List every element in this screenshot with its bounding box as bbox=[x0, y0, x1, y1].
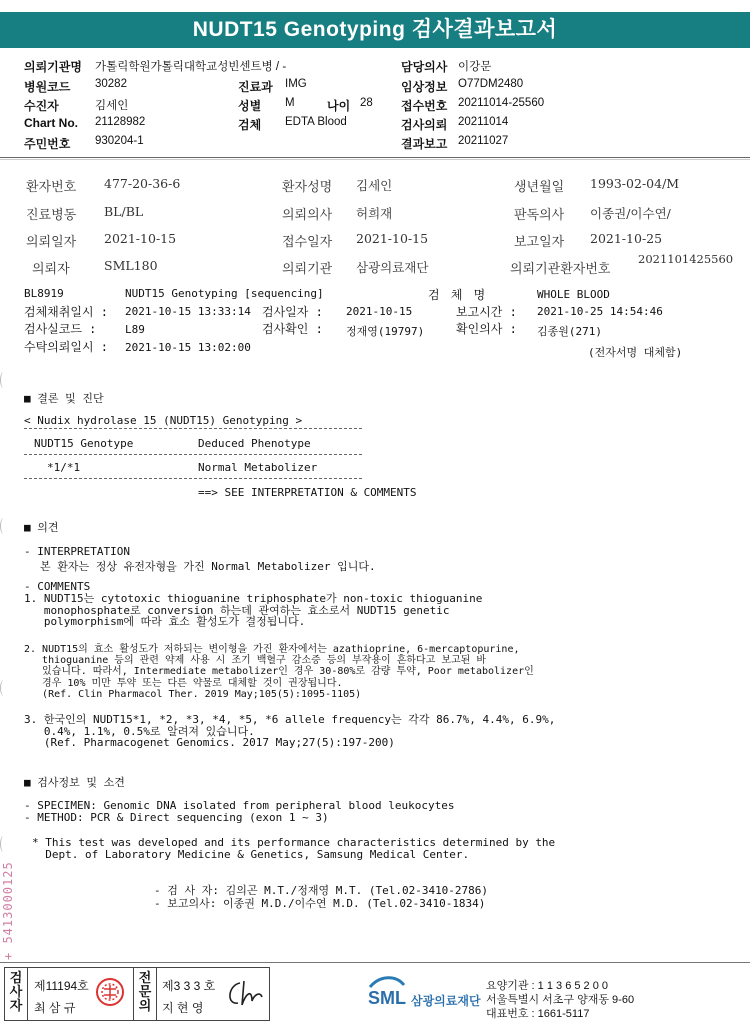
chart-label: Chart No. bbox=[24, 116, 78, 130]
method-line: - METHOD: PCR & Direct sequencing (exon 1 ~ 3) bbox=[24, 810, 329, 824]
info-value: SML180 bbox=[104, 258, 158, 273]
divider bbox=[133, 968, 134, 1020]
hospital-code-value: 30282 bbox=[95, 78, 127, 90]
room-value: L89 bbox=[125, 323, 145, 336]
doctor-value: 이강문 bbox=[458, 61, 492, 73]
conclusion-heading: ■ 결론 및 진단 bbox=[24, 392, 104, 405]
note-line: Dept. of Laboratory Medicine & Genetics, Samsung Medical Center. bbox=[32, 848, 470, 861]
info-value: 김세인 bbox=[356, 178, 393, 193]
receiver-label: 수진자 bbox=[24, 99, 59, 113]
comment-3 bbox=[24, 714, 555, 749]
esign-note: (전자서명 대체함) bbox=[588, 346, 683, 359]
org-code: 요양기관 : 1 1 3 6 5 2 0 0 bbox=[486, 980, 609, 992]
genotype-value: *1/*1 bbox=[47, 461, 81, 474]
clinical-label: 임상정보 bbox=[401, 80, 448, 94]
margin-mark bbox=[0, 836, 7, 852]
side-number: + 5413000125 bbox=[1, 861, 15, 960]
margin-mark bbox=[0, 372, 7, 388]
info-label: 환자번호 bbox=[26, 180, 77, 195]
info-label: 의뢰기관 bbox=[282, 262, 333, 277]
test-name: NUDT15 Genotyping [sequencing] bbox=[125, 287, 324, 300]
report-time-value: 2021-10-25 14:54:46 bbox=[537, 305, 663, 318]
hospital-value: 가톨릭학원가톨릭대학교성빈센트병 / - bbox=[95, 61, 287, 73]
info-value: 2021-10-25 bbox=[590, 231, 663, 246]
check-doctor-value: 김종원(271) bbox=[537, 325, 602, 338]
org-tel: 대표번호 : 1661-5117 bbox=[486, 1008, 590, 1020]
accession-label: 접수번호 bbox=[401, 99, 448, 113]
info-value: 2021-10-15 bbox=[104, 231, 177, 246]
comment-line: polymorphism에 따라 효소 활성도가 결정됩니다. bbox=[24, 615, 306, 628]
rrn-label: 주민번호 bbox=[24, 137, 71, 151]
test-code: BL8919 bbox=[24, 287, 64, 300]
signer1-number: 제11194호 bbox=[34, 979, 89, 993]
signer2-name: 지 현 영 bbox=[162, 1001, 204, 1015]
signer2-label: 전문의 bbox=[138, 970, 152, 1013]
chart-value: 21128982 bbox=[95, 116, 146, 128]
hospital-code-label: 병원코드 bbox=[24, 80, 71, 94]
opinion-heading: ■ 의견 bbox=[24, 521, 59, 534]
comment-line: 경우 10% 미만 투약 또는 다른 약물로 대체할 것이 권장됩니다. bbox=[24, 677, 343, 689]
comment-2 bbox=[24, 644, 534, 700]
info-value: 2021-10-15 bbox=[356, 231, 429, 246]
info-value: BL/BL bbox=[104, 204, 144, 219]
info-value: 삼광의료재단 bbox=[356, 260, 429, 275]
report-time-label: 보고시간 : bbox=[456, 305, 517, 319]
table-rule bbox=[24, 428, 362, 429]
see-note: ==> SEE INTERPRETATION & COMMENTS bbox=[198, 486, 417, 499]
dept-value: IMG bbox=[285, 78, 307, 90]
comment-line: 있습니다. 따라서, Intermediate metabolizer인 경우 30-80%로 감량 투약, Poor metabolizer인 bbox=[24, 666, 534, 678]
info-label: 의뢰기관환자번호 bbox=[510, 262, 611, 277]
request-label: 검사의뢰 bbox=[401, 118, 448, 132]
sex-value: M bbox=[285, 97, 295, 109]
request-value: 20211014 bbox=[458, 116, 509, 128]
collect-label: 검체채취일시 : bbox=[24, 305, 109, 319]
divider bbox=[0, 157, 750, 158]
org-name: 삼광의료재단 bbox=[411, 994, 481, 1008]
footer bbox=[0, 962, 750, 1033]
exam-date-value: 2021-10-15 bbox=[346, 305, 413, 318]
comment-line: (Ref. Pharmacogenet Genomics. 2017 May;27(5):197-200) bbox=[24, 736, 395, 749]
result-value: 20211027 bbox=[458, 135, 509, 147]
recv-value: 2021-10-15 13:02:00 bbox=[125, 341, 251, 354]
specimen-label: 검체 bbox=[238, 118, 262, 132]
conclusion-subtitle: < Nudix hydrolase 15 (NUDT15) Genotyping > bbox=[24, 414, 303, 427]
info-value: 1993-02-04/M bbox=[590, 176, 680, 191]
comment-line: monophosphate로 conversion 하는데 관여하는 효소로서 NUDT15 genetic bbox=[24, 603, 450, 617]
confirm-label: 검사확인 : bbox=[262, 322, 323, 336]
info-label: 진료병동 bbox=[26, 208, 77, 223]
info-label: 의뢰자 bbox=[32, 262, 70, 277]
collect-value: 2021-10-15 13:33:14 bbox=[125, 305, 251, 318]
sex-label: 성별 bbox=[238, 99, 262, 113]
comment-line: (Ref. Clin Pharmacol Ther. 2019 May;105(5):1095-1105) bbox=[24, 688, 362, 700]
info-label: 판독의사 bbox=[514, 208, 565, 223]
check-doctor-label: 확인의사 : bbox=[456, 322, 517, 336]
hospital-label: 의뢰기관명 bbox=[24, 60, 82, 74]
comments-title: - COMMENTS bbox=[24, 580, 91, 593]
divider bbox=[27, 968, 28, 1020]
comment-line: 2. NUDT15의 효소 활성도가 저하되는 변이형을 가진 환자에서는 azathioprine, 6-mercaptopurine, bbox=[24, 644, 520, 655]
age-value: 28 bbox=[360, 97, 373, 109]
info-label: 보고일자 bbox=[514, 235, 565, 250]
margin-mark bbox=[0, 680, 7, 696]
info-value: 허희재 bbox=[356, 206, 393, 221]
margin-mark bbox=[0, 518, 7, 534]
clinical-value: O77DM2480 bbox=[458, 78, 524, 90]
divider bbox=[156, 968, 157, 1020]
specimen-name-label: 검 체 명 bbox=[428, 288, 488, 302]
result-label: 결과보고 bbox=[401, 137, 448, 151]
room-label: 검사실코드 : bbox=[24, 322, 97, 336]
table-rule bbox=[24, 454, 362, 455]
org-address: 서울특별시 서초구 양재동 9-60 bbox=[486, 994, 635, 1006]
table-rule bbox=[24, 478, 362, 479]
report-title: NUDT15 Genotyping 검사결과보고서 bbox=[0, 12, 750, 48]
handwritten-signature bbox=[222, 975, 266, 1011]
seal-stamp bbox=[95, 977, 125, 1007]
staff-line: - 검 사 자: 김의곤 M.T./정재영 M.T. (Tel.02-3410-2786) bbox=[154, 884, 489, 897]
info-label: 환자성명 bbox=[282, 180, 333, 195]
examinfo-heading: ■ 검사정보 및 소견 bbox=[24, 776, 125, 789]
comment-line: thioguanine 등의 관련 약제 사용 시 조기 백혈구 감소증 등의 부작용이 흔하다고 보고된 바 bbox=[24, 655, 487, 667]
divider bbox=[0, 159, 750, 160]
age-label: 나이 bbox=[327, 99, 351, 113]
method-line: - SPECIMEN: Genomic DNA isolated from peripheral blood leukocytes bbox=[24, 799, 455, 812]
info-label: 접수일자 bbox=[282, 235, 333, 250]
comment-line: 0.4%, 1.1%, 0.5%로 알려져 있습니다. bbox=[24, 724, 255, 738]
phenotype-value: Normal Metabolizer bbox=[198, 461, 318, 474]
rrn-value: 930204-1 bbox=[95, 135, 144, 147]
info-label: 생년월일 bbox=[514, 180, 565, 195]
info-value: 2021101425560 bbox=[638, 252, 734, 266]
comment-line: 3. 한국인의 NUDT15*1, *2, *3, *4, *5, *6 allele frequency는 각각 86.7%, 4.4%, 6.9%, bbox=[24, 713, 556, 726]
note-line: * This test was developed and its performance characteristics determined by the bbox=[32, 836, 556, 849]
staff-line: - 보고의사: 이종권 M.D./이수연 M.D. (Tel.02-3410-1834) bbox=[154, 897, 486, 910]
staff-block bbox=[154, 884, 488, 910]
comment-line: 1. NUDT15는 cytotoxic thioguanine triphosphate가 non-toxic thioguanine bbox=[24, 592, 483, 605]
info-label: 의뢰의사 bbox=[282, 208, 333, 223]
col-genotype: NUDT15 Genotype bbox=[34, 437, 134, 450]
specimen-name-value: WHOLE BLOOD bbox=[537, 288, 610, 301]
doctor-label: 담당의사 bbox=[401, 60, 448, 74]
exam-date-label: 검사일자 : bbox=[262, 305, 323, 319]
sml-logo: SML bbox=[368, 988, 406, 1008]
signer1-label: 검사자 bbox=[9, 970, 23, 1013]
accession-value: 20211014-25560 bbox=[458, 97, 545, 109]
comment-1 bbox=[24, 593, 482, 628]
confirm-value: 정재영(19797) bbox=[346, 325, 425, 338]
dept-label: 진료과 bbox=[238, 80, 273, 94]
developer-note bbox=[32, 837, 555, 861]
signer2-number: 제3 3 3 호 bbox=[162, 979, 216, 993]
interp-text: 본 환자는 정상 유전자형을 가진 Normal Metabolizer 입니다. bbox=[40, 560, 376, 573]
col-phenotype: Deduced Phenotype bbox=[198, 437, 311, 450]
interp-title: - INTERPRETATION bbox=[24, 545, 130, 558]
info-value: 477-20-36-6 bbox=[104, 176, 181, 191]
specimen-value: EDTA Blood bbox=[285, 116, 347, 128]
info-label: 의뢰일자 bbox=[26, 235, 77, 250]
signer1-name: 최 삼 규 bbox=[34, 1001, 76, 1015]
recv-label: 수탁의뢰일시 : bbox=[24, 340, 109, 354]
method-block bbox=[24, 800, 454, 823]
receiver-value: 김세인 bbox=[95, 100, 129, 112]
info-value: 이종권/이수연/ bbox=[590, 206, 671, 221]
